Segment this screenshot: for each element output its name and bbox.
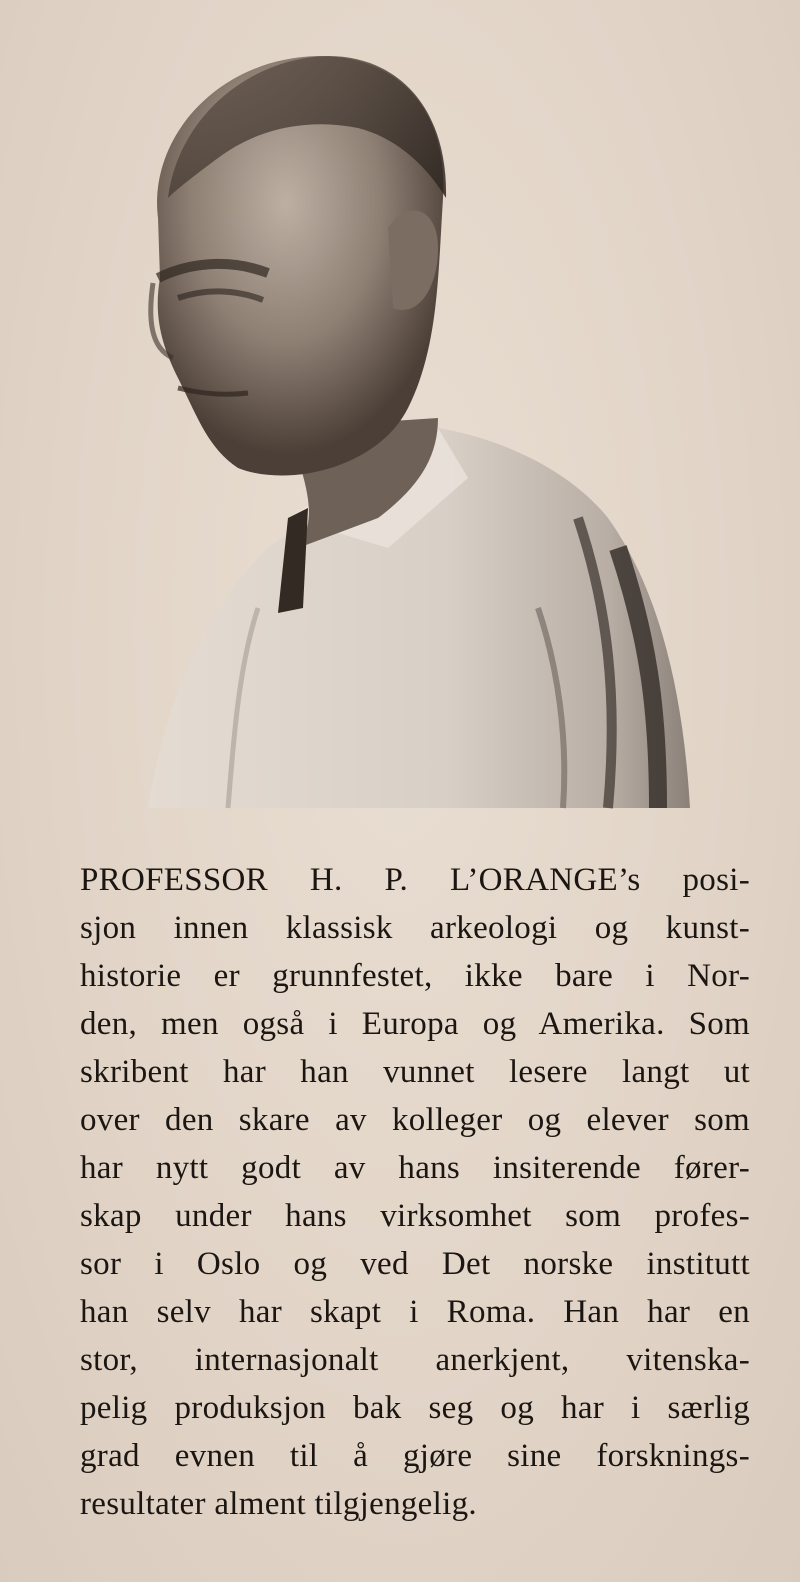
portrait-photo (138, 48, 698, 816)
bio-line: over den skare av kolleger og elever som (80, 1102, 750, 1138)
bio-line: den, men også i Europa og Amerika. Som (80, 1006, 750, 1042)
bio-line: grad evnen til å gjøre sine forsknings- (80, 1438, 750, 1474)
bio-line: skap under hans virksomhet som profes- (80, 1198, 750, 1234)
bio-line: sjon innen klassisk arkeologi og kunst- (80, 910, 750, 946)
bio-line: PROFESSOR H. P. L’ORANGE’s posi- (80, 862, 750, 898)
bio-line: har nytt godt av hans insiterende fører- (80, 1150, 750, 1186)
bio-line: sor i Oslo og ved Det norske institutt (80, 1246, 750, 1282)
bio-line: pelig produksjon bak seg og har i særlig (80, 1390, 750, 1426)
biography-text (80, 856, 750, 1528)
bio-line: han selv har skapt i Roma. Han har en (80, 1294, 750, 1330)
bio-line: resultater alment tilgjengelig. (80, 1486, 477, 1522)
bio-line: stor, internasjonalt anerkjent, vitenska- (80, 1342, 750, 1378)
bio-line: skribent har han vunnet lesere langt ut (80, 1054, 750, 1090)
bio-line: historie er grunnfestet, ikke bare i Nor- (80, 958, 750, 994)
